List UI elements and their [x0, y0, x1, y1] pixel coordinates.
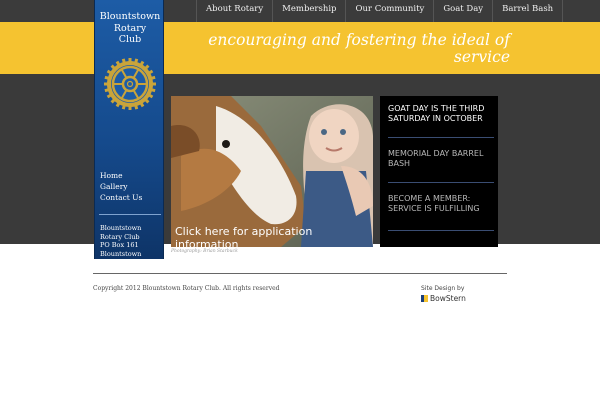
site-title-line: Blountstown: [99, 11, 161, 22]
bowstern-mark-icon: [421, 295, 428, 302]
footer-divider: [93, 273, 507, 274]
site-title-line: Club: [118, 34, 142, 45]
panel-become-member[interactable]: BECOME A MEMBER: SERVICE IS FULFILLING: [388, 194, 480, 213]
side-nav: [100, 170, 142, 203]
copyright-text: Copyright 2012 Blountstown Rotary Club. All rights reserved: [93, 285, 280, 292]
nav-barrel-bash[interactable]: Barrel Bash: [492, 0, 563, 22]
bowstern-logo[interactable]: [421, 294, 466, 303]
site-design-label: Site Design by: [421, 285, 465, 292]
main-nav: [196, 0, 563, 22]
panel-divider: [388, 182, 494, 183]
nav-about-rotary[interactable]: About Rotary: [196, 0, 272, 22]
site-title-line: Rotary: [113, 22, 147, 34]
events-panel: [380, 96, 498, 247]
nav-membership[interactable]: Membership: [272, 0, 345, 22]
nav-our-community[interactable]: Our Community: [345, 0, 433, 22]
nav-goat-day[interactable]: Goat Day: [433, 0, 492, 22]
rotary-wheel-icon: [102, 56, 158, 112]
panel-barrel-bash[interactable]: MEMORIAL DAY BARREL BASH: [388, 149, 484, 168]
mailing-address: [100, 224, 141, 258]
panel-goat-day[interactable]: GOAT DAY IS THE THIRD SATURDAY IN OCTOBER: [388, 104, 485, 123]
address-line: PO Box 161: [100, 241, 139, 249]
panel-divider: [388, 230, 494, 231]
address-line: Blountstown: [100, 224, 142, 232]
sidebar-divider: [99, 214, 161, 215]
address-line: Rotary Club: [100, 232, 140, 241]
panel-divider: [388, 137, 494, 138]
photo-credit: Photography: Brian Starbuck: [171, 249, 238, 254]
application-info-link[interactable]: Click here for application information: [175, 225, 313, 251]
side-link-home[interactable]: Home: [100, 171, 123, 180]
side-link-gallery[interactable]: Gallery: [100, 182, 128, 191]
site-tagline: encouraging and fostering the ideal of service: [208, 31, 510, 66]
side-link-contact-us[interactable]: Contact Us: [100, 193, 143, 202]
sidebar: [94, 0, 164, 259]
bowstern-logo-text: BowStern: [430, 294, 466, 303]
site-title[interactable]: [95, 11, 165, 46]
address-line: Blountstown: [100, 249, 142, 258]
